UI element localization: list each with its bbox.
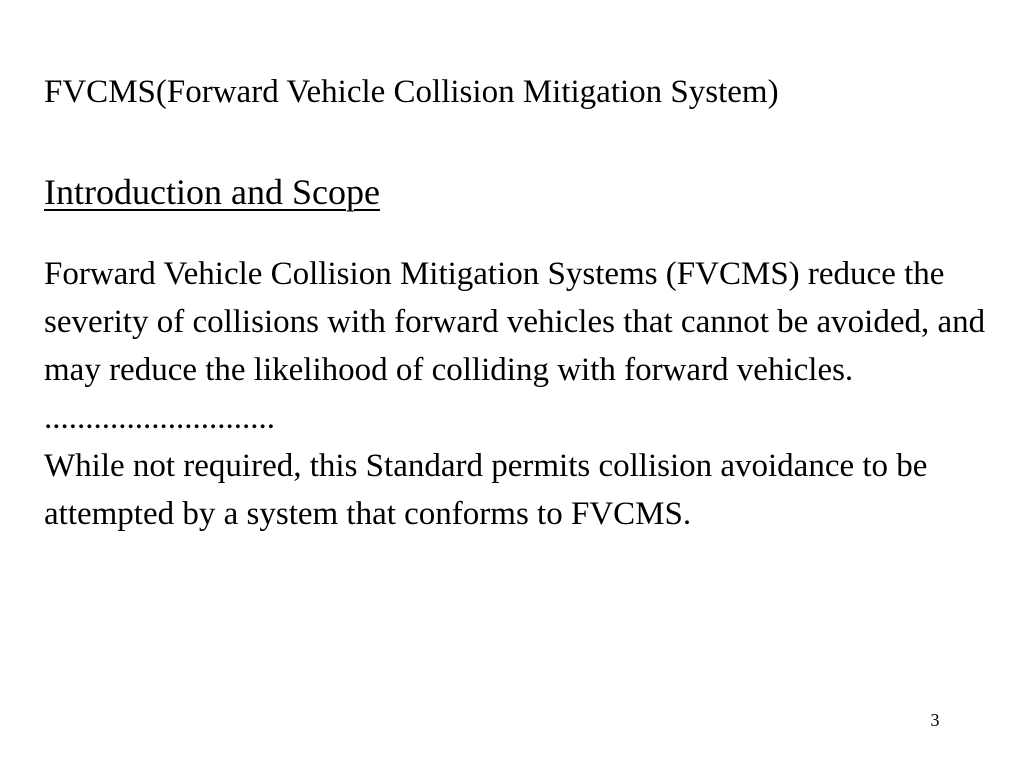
body-paragraph-1: Forward Vehicle Collision Mitigation Systems (FVCMS) reduce the severity of collisions with forward vehicles that cannot be avoided, and may reduce the likelihood of colliding with forward vehicles. [44, 256, 986, 388]
slide-body [44, 250, 994, 538]
section-heading: Introduction and Scope [44, 172, 380, 212]
page-number: 3 [930, 710, 940, 730]
ellipsis-separator: ............................ [44, 400, 275, 436]
body-paragraph-2: While not required, this Standard permits collision avoidance to be attempted by a system that conforms to FVCMS. [44, 448, 928, 532]
slide-title: FVCMS(Forward Vehicle Collision Mitigation System) [44, 74, 779, 110]
